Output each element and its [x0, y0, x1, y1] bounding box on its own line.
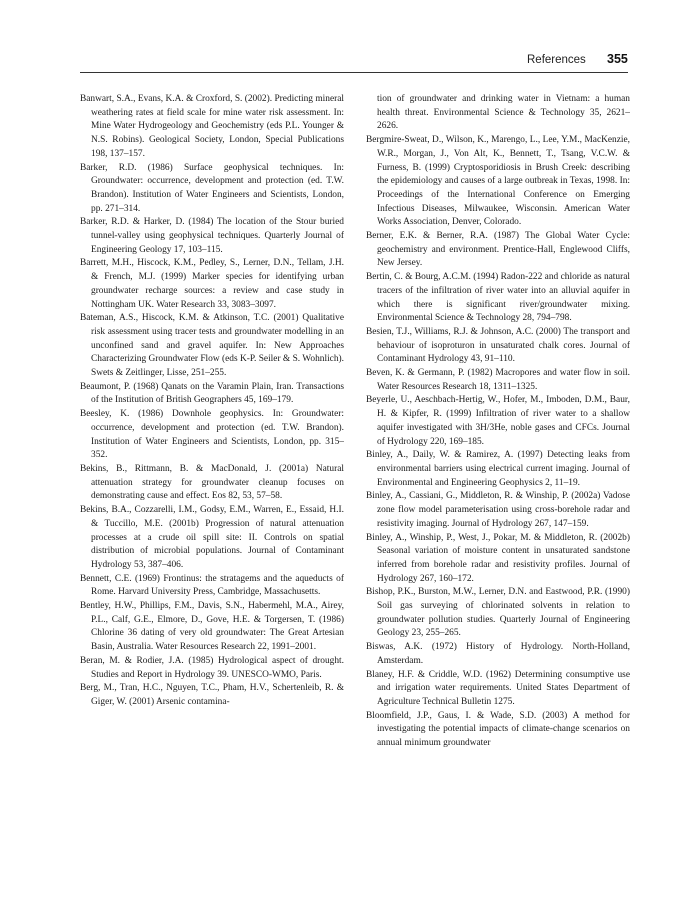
right-column — [366, 93, 630, 751]
reference-entry: Bennett, C.E. (1969) Frontinus: the stratagems and the aqueducts of Rome. Harvard University Press, Cambridge, Massachusetts. — [80, 573, 344, 598]
reference-entry: Barker, R.D. & Harker, D. (1984) The location of the Stour buried tunnel-valley using geophysical techniques. Quarterly Journal of Engineering Geology 17, 103–115. — [80, 217, 344, 255]
reference-entry: Binley, A., Daily, W. & Ramirez, A. (1997) Detecting leaks from environmental barriers using electrical current imaging. Journal of Environmental and Engineering Geophysics 2, 11–19. — [366, 450, 630, 488]
reference-entry: Barker, R.D. (1986) Surface geophysical techniques. In: Groundwater: occurrence, development and protection (ed. T.W. Brandon). Institution of Water Engineers and Scientists, London, pp. 271–314. — [80, 162, 344, 214]
reference-entry: Beesley, K. (1986) Downhole geophysics. In: Groundwater: occurrence, development and protection (ed. T.W. Brandon). Institution of Water Engineers and Scientists, London, pp. 315–352. — [80, 409, 344, 461]
reference-entry: Binley, A., Cassiani, G., Middleton, R. & Winship, P. (2002a) Vadose zone flow model parameterisation using cross-borehole radar and resistivity imaging. Journal of Hydrology 267, 147–159. — [366, 491, 630, 529]
reference-entry: Barrett, M.H., Hiscock, K.M., Pedley, S., Lerner, D.N., Tellam, J.H. & French, M.J. (1999) Marker species for identifying urban groundwater recharge sources: a review and case study in Nottingham UK. Water Research 33, 3083–3097. — [80, 258, 344, 310]
reference-entry: Bertin, C. & Bourg, A.C.M. (1994) Radon-222 and chloride as natural tracers of the infiltration of river water into an alluvial aquifer in which there is significant river/groundwater mixing. Environmental Science & Technology 28, 794–798. — [366, 272, 630, 324]
reference-entry: Beyerle, U., Aeschbach-Hertig, W., Hofer, M., Imboden, D.M., Baur, H. & Kipfer, R. (1999) Infiltration of river water to a shallow aquifer investigated with 3H/3He, noble gases and CFCs. Journal of Hydrology 220, 169–185. — [366, 395, 630, 447]
reference-entry: Bentley, H.W., Phillips, F.M., Davis, S.N., Habermehl, M.A., Airey, P.L., Calf, G.E., Elmore, D., Gove, H.E. & Torgersen, T. (1986) Chlorine 36 dating of very old groundwater: The Great Artesian Basin, Australia. Water Resources Research 22, 1991–2001. — [80, 601, 344, 653]
reference-entry: Beran, M. & Rodier, J.A. (1985) Hydrological aspect of drought. Studies and Report in Hydrology 39. UNESCO-WMO, Paris. — [80, 655, 344, 680]
header-rule — [80, 72, 628, 73]
section-title: References — [527, 54, 586, 66]
reference-entry: Binley, A., Winship, P., West, J., Pokar, M. & Middleton, R. (2002b) Seasonal variation of moisture content in unsaturated sandstone inferred from borehole radar and resistivity profiles. Journal of Hydrology 267, 160–172. — [366, 532, 630, 584]
reference-entry: Bloomfield, J.P., Gaus, I. & Wade, S.D. (2003) A method for investigating the potential impacts of climate-change scenarios on annual minimum groundwater — [366, 710, 630, 749]
reference-entry: Berg, M., Tran, H.C., Nguyen, T.C., Pham, H.V., Schertenleib, R. & Giger, W. (2001) Arsenic contamina- — [80, 683, 344, 707]
reference-entry: Beaumont, P. (1968) Qanats on the Varamin Plain, Iran. Transactions of the Institution of British Geographers 45, 169–179. — [80, 381, 344, 406]
reference-entry: Berner, E.K. & Berner, R.A. (1987) The Global Water Cycle: geochemistry and environment. Prentice-Hall, Englewood Cliffs, New Jersey. — [366, 231, 630, 269]
reference-continuation: tion of groundwater and drinking water in Vietnam: a human health threat. Environmental Science & Technology 35, 2621–2626. — [377, 94, 630, 132]
reference-entry: Bishop, P.K., Burston, M.W., Lerner, D.N. and Eastwood, P.R. (1990) Soil gas surveying of chlorinated solvents in relation to groundwater pollution studies. Quarterly Journal of Engineering Geology 23, 255–265. — [366, 587, 630, 639]
reference-entry: Bekins, B., Rittmann, B. & MacDonald, J. (2001a) Natural attenuation strategy for groundwater cleanup focuses on demonstrating cause and effect. Eos 82, 53, 57–58. — [80, 463, 344, 502]
reference-entry: Bekins, B.A., Cozzarelli, I.M., Godsy, E.M., Warren, E., Essaid, H.I. & Tuccillo, M.E. (2001b) Progression of natural attenuation processes at a crude oil spill site: II. Controls on spatial distribution of microbial populations. Journal of Contaminant Hydrology 53, 387–406. — [80, 505, 344, 570]
reference-entry: Beven, K. & Germann, P. (1982) Macropores and water flow in soil. Water Resources Research 18, 1311–1325. — [366, 368, 630, 392]
reference-entry: Biswas, A.K. (1972) History of Hydrology. North-Holland, Amsterdam. — [366, 642, 630, 666]
reference-entry: Banwart, S.A., Evans, K.A. & Croxford, S. (2002). Predicting mineral weathering rates at field scale for mine water risk assessment. In: Mine Water Hydrogeology and Geochemistry (eds P.L. Younger & N.S. Robins). Geological Society, London, Special Publications 198, 137–157. — [80, 94, 344, 159]
reference-entry: Besien, T.J., Williams, R.J. & Johnson, A.C. (2000) The transport and behaviour of isoproturon in unsaturated chalk cores. Journal of Contaminant Hydrology 43, 91–110. — [366, 326, 630, 365]
reference-entry: Blaney, H.F. & Criddle, W.D. (1962) Determining consumptive use and irrigation water requirements. United States Department of Agriculture Technical Bulletin 1275. — [366, 669, 630, 707]
left-column — [80, 93, 344, 710]
reference-entry: Bateman, A.S., Hiscock, K.M. & Atkinson, T.C. (2001) Qualitative risk assessment using tracer tests and groundwater modelling in an unconfined sand and gravel aquifer. In: New Approaches Characterizing Groundwater Flow (eds K-P. Seiler & S. Wohnlich). Swets & Zeitlinger, Lisse, 251–255. — [80, 313, 344, 379]
reference-entry: Bergmire-Sweat, D., Wilson, K., Marengo, L., Lee, Y.M., MacKenzie, W.R., Morgan, J., Von Alt, K., Bennett, T., Tsang, V.C.W. & Furness, B. (1999) Cryptosporidiosis in Brush Creek: describing the epidemiology and causes of a large outbreak in Texas, 1998. In: Proceedings of the International Conference on Emerging Infectious Diseases, Milwaukee, Wisconsin. American Water Works Association, Denver, Colorado. — [366, 135, 630, 228]
running-header — [0, 0, 691, 80]
page-number: 355 — [607, 52, 628, 66]
